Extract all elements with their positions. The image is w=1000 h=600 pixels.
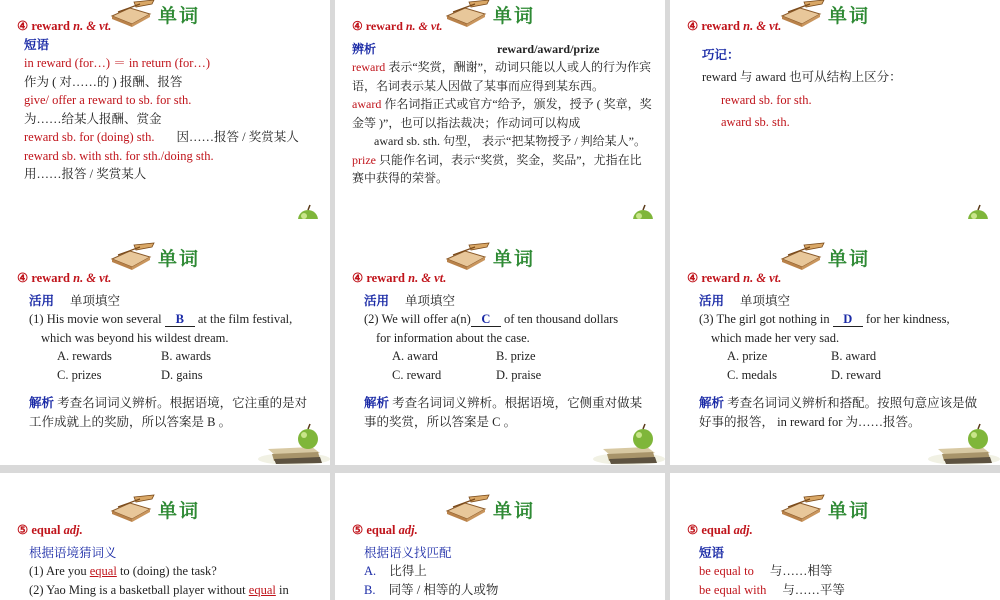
slide-reward-exercise-1 [0,219,330,465]
word-heading: ⑤ equal adj. [17,523,83,537]
phrase-line: in reward (for…) ＝ in return (for…) [24,56,211,70]
word-heading: ④ reward n. & vt. [687,19,782,33]
sentence-line: (1) Are you equal to (doing) the task? [29,564,217,578]
sentence-line: (2) Yao Ming is a basketball player without equal in [29,582,289,597]
slide-reward-exercise-2 [335,219,665,465]
paragraph-award-cont: award sb. sth. 句型， 表示“把某物授予 / 判给某人”。 [374,134,646,148]
answer-blank: B [165,312,195,327]
book-icon [445,493,491,523]
word-heading: ⑤ equal adj. [687,523,753,537]
book-icon [110,493,156,523]
word-heading: ④ reward n. & vt. [17,271,112,285]
apple-books-decoration [258,419,330,465]
word-heading: ④ reward n. & vt. [687,271,782,285]
word-heading: ④ reward n. & vt. [352,271,447,285]
phrase-line: award sb. sth. [721,115,790,129]
header-title: 单词 [158,248,201,270]
options-row: A. prize B. award [727,349,877,363]
paragraph-award: award 作名词指正式或官方“给予，颁发，授予 ( 奖章，奖金等 )”，也可以指法裁决；作动词可以构成 [352,97,652,130]
book-icon [780,241,826,271]
phrase-line: reward sb. for sth. [721,92,812,107]
section-label: 短语 [24,37,50,52]
phrase-line: give/ offer a reward to sb. for sth. [24,93,192,107]
options-row: C. prizes D. gains [57,367,203,382]
explanation: 解析 考查名词词义辨析。根据语境，它侧重对做某事的奖赏，所以答案是 C 。 [364,396,643,429]
answer-blank: C [471,312,501,327]
book-icon [780,493,826,523]
section-label: 短语 [699,545,725,560]
meaning-line: 为……给某人报酬、赏金 [24,111,162,126]
phrase-line: reward sb. with sth. for sth./doing sth. [24,148,214,163]
phrase-line: reward sb. for (doing) sth. 因……报答 / 奖赏某人 [24,130,299,144]
section-row: 活用 单项填空 [364,293,456,308]
question-line: which was beyond his wildest dream. [41,330,229,345]
word-heading: ⑤ equal adj. [352,523,418,537]
question-line: (2) We will offer a(n) C of ten thousand dollars [364,312,619,326]
options-row: A. award B. prize [392,349,536,363]
question-line: for information about the case. [376,330,530,345]
phrase-line: be equal with 与……平等 [699,582,845,597]
meaning-line: 作为 ( 对……的 ) 报酬、报答 [24,74,183,89]
header-title: 单词 [493,500,536,522]
section-row: 辨析 reward/award/prize [352,41,600,56]
answer-blank: D [833,312,863,327]
word-heading: ④ reward n. & vt. [352,19,443,33]
meaning-line: 用……报答 / 奖赏某人 [24,167,147,181]
word-heading: ④ reward n. & vt. [17,19,112,33]
header-title: 单词 [828,248,871,270]
slide-equal-matching [335,473,665,600]
question-line: (3) The girl got nothing in D for her kindness, [699,312,950,326]
header-title: 单词 [158,5,201,27]
options-row: A. rewards B. awards [57,349,211,363]
section-label: 根据语义找匹配 [364,545,452,560]
slide-reward-distinction [335,0,665,246]
slide-reward-phrases [0,0,330,246]
section-row: 活用 单项填空 [699,293,791,308]
options-row: C. reward D. praise [392,367,542,382]
header-title: 单词 [828,5,871,27]
explanation: 解析 考查名词词义辨析和搭配。按照句意应该是做好事的报答， in reward for 为……报答。 [699,396,978,429]
question-line: (1) His movie won several B at the film festival, [29,312,293,326]
phrase-line: be equal to 与……相等 [699,564,833,578]
header-title: 单词 [493,248,536,270]
slide-equal-phrases [670,473,1000,600]
slide-reward-memory [670,0,1000,246]
apple-books-decoration [593,419,665,465]
paragraph-prize: prize 只能作名词，表示“奖赏，奖金，奖品”，尤指在比赛中获得的荣誉。 [352,152,642,185]
explanation: 解析 考查名词词义辨析。根据语境，它注重的是对工作成就上的奖励，所以答案是 B 。 [29,396,308,429]
header-title: 单词 [828,500,871,522]
match-option: A. 比得上 [364,564,427,578]
section-label: 根据语境猜词义 [29,545,117,560]
options-row: C. medals D. reward [727,367,881,382]
slide-reward-exercise-3 [670,219,1000,465]
text-line: reward 与 award 也可从结构上区分： [702,70,902,84]
match-option: B. 同等 / 相等的人或物 [364,582,499,597]
book-icon [445,241,491,271]
section-row: 活用 单项填空 [29,293,121,308]
header-title: 单词 [493,5,536,27]
paragraph-reward: reward 表示“奖赏，酬谢”，动词只能以人或人的行为作宾语，名词表示某人因做了某事而应得到某东西。 [352,60,651,93]
question-line: which made her very sad. [711,330,840,345]
book-icon [110,241,156,271]
apple-books-decoration [928,419,1000,465]
slide-equal-context [0,473,330,600]
section-label: 巧记： [702,47,740,62]
header-title: 单词 [158,500,201,522]
